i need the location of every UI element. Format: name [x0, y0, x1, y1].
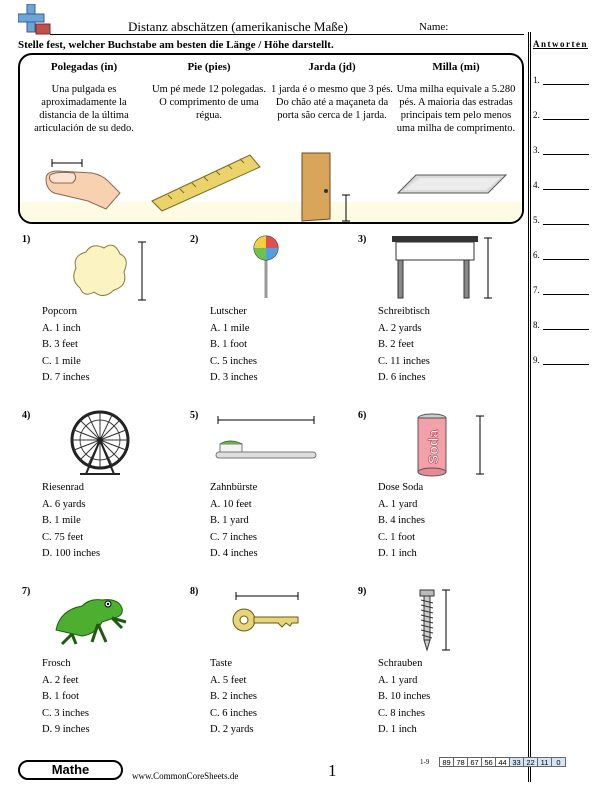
- item-name: Dose Soda: [378, 482, 424, 493]
- option-a[interactable]: A. 1 yard: [378, 498, 418, 510]
- item-name: Taste: [210, 658, 233, 669]
- answer-number: 9.: [533, 355, 540, 365]
- score-cell: 44: [495, 757, 510, 767]
- answer-field-5[interactable]: [533, 215, 595, 225]
- score-cell: 89: [439, 757, 454, 767]
- soda-can-icon: [414, 412, 494, 483]
- option-c[interactable]: C. 6 inches: [210, 707, 257, 719]
- answer-number: 3.: [533, 145, 540, 155]
- answer-field-4[interactable]: [533, 180, 595, 190]
- option-c[interactable]: C. 7 inches: [210, 531, 257, 543]
- answer-field-3[interactable]: [533, 145, 595, 155]
- key-icon: [230, 592, 302, 645]
- reference-text: Una pulgada es aproximadamente la distancia de la última articulación de su dedo.: [34, 84, 134, 134]
- option-a[interactable]: A. 1 mile: [210, 322, 250, 334]
- item-name: Schrauben: [378, 658, 423, 669]
- site-link[interactable]: www.CommonCoreSheets.de: [132, 771, 239, 781]
- option-c[interactable]: C. 1 foot: [378, 531, 416, 543]
- option-a[interactable]: A. 5 feet: [210, 674, 247, 686]
- score-cell: 22: [523, 757, 538, 767]
- option-c[interactable]: C. 1 mile: [42, 355, 81, 367]
- answer-number: 2.: [533, 110, 540, 120]
- option-b[interactable]: B. 2 feet: [378, 339, 414, 350]
- door-icon: [300, 151, 360, 224]
- question-number: 2): [190, 234, 199, 245]
- option-a[interactable]: A. 10 feet: [210, 498, 252, 510]
- option-d[interactable]: D. 100 inches: [42, 548, 101, 559]
- option-d[interactable]: D. 2 yards: [210, 724, 254, 735]
- option-a[interactable]: A. 2 yards: [378, 322, 422, 334]
- item-name: Schreibtisch: [378, 306, 430, 317]
- question-number: 7): [22, 586, 31, 597]
- brand-badge: Mathe: [18, 760, 123, 780]
- option-d[interactable]: D. 7 inches: [42, 372, 90, 383]
- page-number: 1: [328, 761, 337, 780]
- score-table: [440, 757, 566, 767]
- option-a[interactable]: A. 1 inch: [42, 322, 81, 334]
- option-d[interactable]: D. 6 inches: [378, 372, 426, 383]
- toothbrush-icon: [214, 414, 318, 471]
- option-c[interactable]: C. 8 inches: [378, 707, 425, 719]
- popcorn-icon: [68, 238, 164, 307]
- option-c[interactable]: C. 75 feet: [42, 531, 84, 543]
- reference-foot: [147, 61, 271, 122]
- answers-title: Antworten: [533, 39, 588, 49]
- option-a[interactable]: A. 2 feet: [42, 674, 79, 686]
- option-b[interactable]: B. 1 yard: [210, 515, 249, 526]
- score-cell: 11: [537, 757, 552, 767]
- reference-text: Um pé mede 12 polegadas. O comprimento de uma régua.: [151, 84, 266, 121]
- reference-mile: [394, 61, 518, 135]
- desk-icon: [390, 234, 498, 307]
- question-number: 8): [190, 586, 199, 597]
- question-number: 4): [22, 410, 31, 421]
- option-a[interactable]: A. 1 yard: [378, 674, 418, 686]
- answer-number: 1.: [533, 75, 540, 85]
- answer-field-8[interactable]: [533, 320, 595, 330]
- item-name: Zahnbürste: [210, 482, 258, 493]
- option-b[interactable]: B. 10 inches: [378, 691, 431, 702]
- question-number: 5): [190, 410, 199, 421]
- question-number: 9): [358, 586, 367, 597]
- score-cell: 78: [453, 757, 468, 767]
- logo-icon: [18, 4, 52, 38]
- option-d[interactable]: D. 3 inches: [210, 372, 258, 383]
- reference-text: 1 jarda é o mesmo que 3 pés. Do chão até a maçaneta da porta são cerca de 1 jarda.: [271, 84, 393, 121]
- answer-column-divider: [528, 32, 529, 782]
- option-c[interactable]: C. 11 inches: [378, 355, 430, 367]
- road-icon: [396, 173, 508, 200]
- score-cell: 56: [481, 757, 496, 767]
- page-title: Distanz abschätzen (amerikanische Maße): [128, 19, 348, 34]
- score-cell: 0: [551, 757, 566, 767]
- reference-title: Milla (mi): [432, 61, 480, 73]
- finger-icon: [44, 159, 124, 216]
- reference-yard: [270, 61, 394, 122]
- answer-number: 6.: [533, 250, 540, 260]
- option-d[interactable]: D. 1 inch: [378, 724, 417, 735]
- header-divider: [50, 34, 524, 35]
- option-b[interactable]: B. 1 foot: [210, 339, 248, 350]
- reference-box: [18, 53, 524, 224]
- option-d[interactable]: D. 9 inches: [42, 724, 90, 735]
- answer-field-9[interactable]: [533, 355, 595, 365]
- answer-number: 5.: [533, 215, 540, 225]
- question-number: 3): [358, 234, 367, 245]
- answer-number: 7.: [533, 285, 540, 295]
- answer-number: 4.: [533, 180, 540, 190]
- item-name: Popcorn: [42, 306, 77, 317]
- option-d[interactable]: D. 1 inch: [378, 548, 417, 559]
- ruler-icon: [150, 153, 262, 218]
- option-b[interactable]: B. 1 mile: [42, 515, 81, 526]
- option-b[interactable]: B. 3 feet: [42, 339, 78, 350]
- ferris-wheel-icon: [66, 410, 136, 481]
- frog-icon: [52, 594, 128, 651]
- score-range-label: 1-9: [420, 758, 430, 766]
- option-d[interactable]: D. 4 inches: [210, 548, 258, 559]
- option-c[interactable]: C. 5 inches: [210, 355, 257, 367]
- reference-title: Polegadas (in): [50, 61, 118, 73]
- answer-field-7[interactable]: [533, 285, 595, 295]
- score-cell: 33: [509, 757, 524, 767]
- reference-title: Pie (pies): [187, 61, 231, 73]
- question-number: 1): [22, 234, 31, 245]
- item-name: Riesenrad: [42, 482, 84, 493]
- reference-text: Uma milha equivale a 5.280 pés. A maioria das estradas principais tem pelo menos uma milha de comprimento.: [396, 84, 516, 134]
- option-c[interactable]: C. 3 inches: [42, 707, 89, 719]
- reference-title: Jarda (jd): [308, 61, 356, 73]
- item-name: Frosch: [42, 658, 71, 669]
- answer-number: 8.: [533, 320, 540, 330]
- score-cell: 67: [467, 757, 482, 767]
- answer-column-divider: [530, 32, 531, 782]
- answer-field-2[interactable]: [533, 110, 595, 120]
- reference-inch: [22, 61, 146, 135]
- name-label: Name:: [419, 21, 449, 33]
- screw-icon: [414, 588, 454, 657]
- question-number: 6): [358, 410, 367, 421]
- option-a[interactable]: A. 6 yards: [42, 498, 86, 510]
- option-b[interactable]: B. 2 inches: [210, 691, 257, 702]
- option-b[interactable]: B. 1 foot: [42, 691, 80, 702]
- can-label: Soda: [425, 429, 441, 464]
- lollipop-icon: [246, 234, 306, 305]
- instructions: Stelle fest, welcher Buchstabe am besten die Länge / Höhe darstellt.: [18, 39, 334, 51]
- item-name: Lutscher: [210, 306, 247, 317]
- answer-field-1[interactable]: [533, 75, 595, 85]
- option-b[interactable]: B. 4 inches: [378, 515, 425, 526]
- answer-field-6[interactable]: [533, 250, 595, 260]
